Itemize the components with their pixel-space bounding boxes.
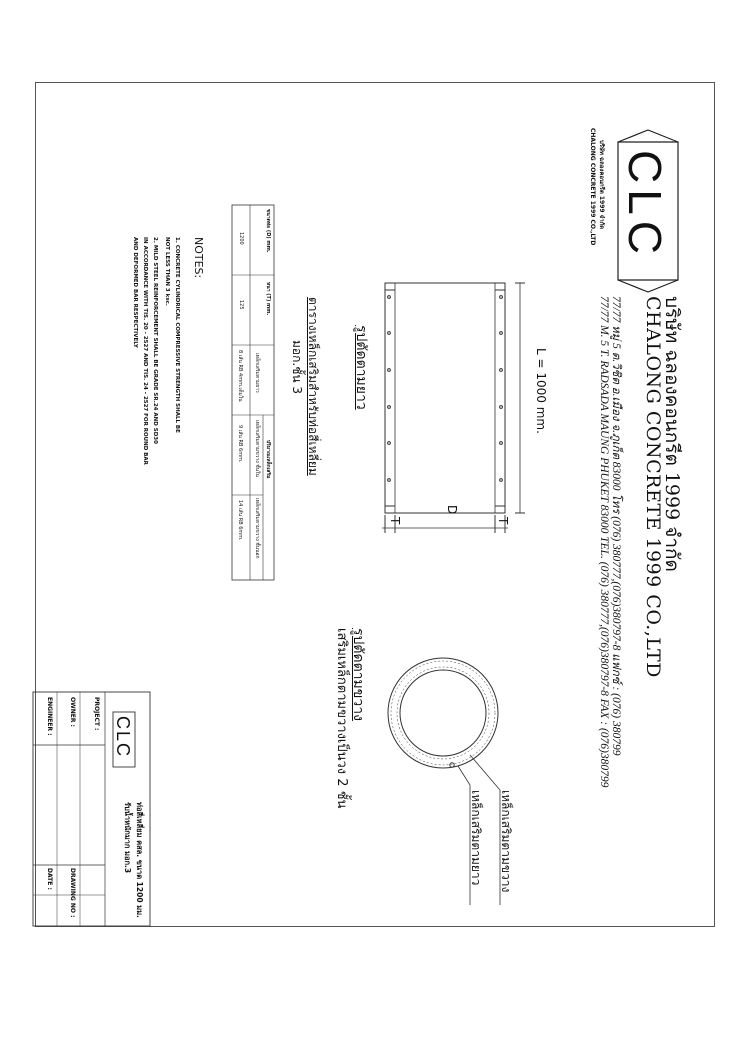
title-block-project: PROJECT : (93, 697, 100, 731)
company-name-en: CHALONG CONCRETE 1999 CO.,LTD (642, 296, 664, 678)
title-block-drawing-title: ท่อสี่เหลี่ยม คสล. ขนาด 1200 มม. (135, 802, 144, 918)
dim-t-left-label: T (388, 517, 402, 525)
table-subheader-inner: เหล็กเสริมตามขวาง ชั้นใน (254, 420, 260, 477)
table-cell-long: 8 เส้น RB 4mm.เต็มใน (237, 350, 243, 402)
table-cell-t: 125 (238, 300, 244, 310)
cross-section-note: เสริมเหล็กตามขวางเป็นวง 2 ชั้น (334, 628, 349, 809)
dim-t-right-label: T (496, 517, 510, 525)
company-address-en: 77/77 M. 5 T. RADSADA MAUNG PHUKET 83000 TEL. (076) 380777,(076)380797-8 FAX : (076)380799 (598, 296, 610, 788)
title-block-logo: CLC (113, 716, 133, 759)
notes-line-5: AND DEFORMED BAR RESPECTIVELY (132, 237, 138, 348)
notes-heading: NOTES: (192, 237, 205, 279)
table-header-rebar: ปริมาณเหล็กเสริม (265, 440, 271, 479)
notes-line-1: 1. CONCRETE CYLINDRICAL COMPRESSIVE STRENGTH SHALL BE (174, 237, 180, 433)
long-section (382, 283, 525, 533)
logo-text: CLC (619, 150, 671, 261)
company-address-th: 77/77 หมู่ 5 ต.วิชิต อ.เมือง จ.ภูเก็ต 83000 โทร (076) 380777,(076)380797-8 แฟกซ์ : (076) 380799 (610, 296, 622, 756)
company-name-th: บริษัท ฉลองคอนกรีต 1999 จำกัด (661, 296, 683, 572)
title-block-engineer: ENGINEER : (46, 697, 53, 736)
logo-caption-th: บริษัท ฉลองคอนกรีต 1999 จำกัด (598, 140, 605, 230)
leader-label-2: เหล็กเสริมตามยาว (469, 790, 483, 886)
table-cell-inner: 9 เส้น RB 6mm. (237, 425, 243, 463)
leader-label-1: เหล็กเสริมตามขวาง (499, 790, 513, 893)
table-subheader-outer: เหล็กเสริมตามขวาง ชั้นนอก (254, 498, 260, 559)
dim-d-label: D (445, 505, 459, 515)
cross-section-caption: รูปตัดตามขวาง (350, 628, 366, 721)
title-block-owner: OWNER : (69, 697, 76, 727)
notes-line-4: IN ACCORDANCE WITH TIS. 20 - 2527 AND TIS. 24 - 2527 FOR ROUND BAR (142, 237, 148, 465)
title-block-drawing-no: DRAWING NO : (69, 868, 76, 918)
length-label: L = 1000 mm. (534, 348, 548, 434)
table-header-t: หนา (T) mm. (265, 282, 271, 316)
notes-line-3: 2. MILD STEEL REINFORCEMENT SHALL BE GRADE SR.24 AND SD30 (152, 237, 158, 444)
logo-caption-en: CHALONG CONCRETE 1999 CO.,LTD (589, 128, 596, 246)
table-title: ตารางเหล็กเสริมสำหรับท่อสี่เหลี่ยม (306, 297, 320, 476)
title-block-drawing-subtitle: รับน้ำหนักมาก มอก.3 (123, 802, 132, 874)
long-section-caption: รูปตัดตามยาว (353, 325, 369, 410)
table-subtitle: มอก.ชั้น 3 (290, 340, 304, 394)
table-cell-outer: 14 เส้น RB 6mm. (237, 500, 243, 541)
long-section-rebar (388, 296, 503, 482)
table-cell-d: 1200 (238, 232, 244, 245)
table-subheader-long: เหล็กเสริมตามยาว (254, 353, 260, 393)
table-header-d: ขนาดท่อ (D) mm. (265, 209, 271, 253)
title-block-date: DATE : (46, 868, 53, 890)
notes-line-2: NOT LESS THAN 3 ksc. (164, 237, 170, 306)
